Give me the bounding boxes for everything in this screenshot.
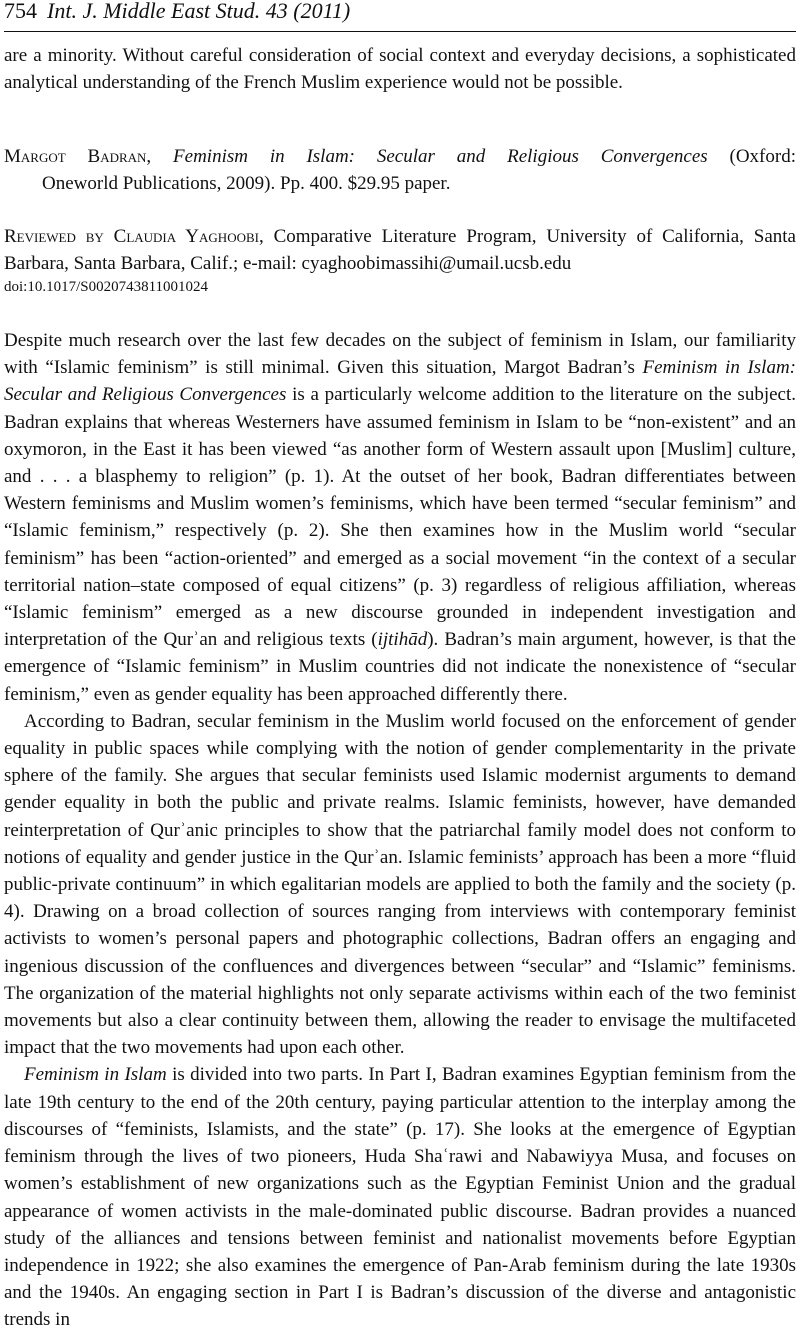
journal-citation: Int. J. Middle East Stud. 43 (2011) (47, 0, 351, 23)
book-title-inline: Feminism in Islam (24, 1064, 167, 1086)
reviewer-affiliation: , Comparative Literature Program, University of California, Santa Barbara, Santa Barbara, Calif.; e-mail: cyaghoobimassihi@umail.ucsb.edu (4, 226, 796, 275)
book-citation: Margot Badran, Feminism in Islam: Secular and Religious Convergences (Oxford: Oneworld Publications, 2009). Pp. 400. $29.95 paper. (4, 143, 796, 197)
reviewer-info (4, 223, 796, 277)
journal-page (4, 0, 796, 1331)
book-title: Feminism in Islam: Secular and Religious Convergences (173, 146, 708, 167)
header-rule (4, 31, 796, 32)
book-title-inline: Feminism in Islam: Secular and Religious Convergences (4, 357, 796, 406)
previous-review-text: are a minority. Without careful consideration of social context and everyday decisions, a sophisticated analytical understanding of the French Muslim experience would not be possible. (4, 45, 796, 94)
book-publication: Oneworld Publications, 2009). Pp. 400. $29.95 paper. (42, 173, 451, 195)
page-number: 754 (4, 0, 37, 23)
body-paragraph-3: Feminism in Islam is divided into two parts. In Part I, Badran examines Egyptian feminism from the late 19th century to the end of the 20th century, paying particular attention to the interplay among the discourses of “feminists, Islamists, and the state” (p. 17). She looks at the emergence of Egyptian feminism through the lives of two pioneers, Huda Shaʿrawi and Nabawiyya Musa, and focuses on women’s establishment of new organizations such as the Egyptian Feminist Union and the gradual appearance of women activists in the male-dominated public discourse. Badran provides a nuanced study of the alliances and tensions between feminist and nationalist movements before Egyptian independence in 1922; she also examines the emergence of Pan-Arab feminism during the late 1930s and the 1940s. An engaging section in Part I is Badran’s discussion of the diverse and antagonistic trends in (4, 1064, 796, 1331)
book-author: Margot Badran (4, 146, 147, 167)
term-ijtihad: ijtihād (377, 629, 428, 651)
previous-review-ending (4, 42, 796, 96)
running-head (4, 0, 350, 24)
body-paragraph-2: According to Badran, secular feminism in the Muslim world focused on the enforcement of gender equality in public spaces while complying with the notion of gender complementarity in the private sphere of the family. She argues that secular feminists used Islamic modernist arguments to demand gender equality in both the public and private realms. Islamic feminists, however, have demanded reinterpretation of Qurʾanic principles to show that the patriarchal family model does not conform to notions of equality and gender justice in the Qurʾan. Islamic feminists’ approach has been a more “fluid public-private continuum” in which egalitarian models are applied to both the family and the society (p. 4). Drawing on a broad collection of sources ranging from interviews with contemporary feminist activists to women’s personal papers and photographic collections, Badran offers an engaging and ingenious discussion of the confluences and divergences between “secular” and “Islamic” feminisms. The organization of the material highlights not only separate activisms within each of the two feminist movements but also a clear continuity between them, allowing the reader to envisage the multifaceted impact that the two movements had upon each other. (4, 710, 796, 1059)
doi: doi:10.1017/S0020743811001024 (4, 279, 209, 295)
reviewer-name: Reviewed by Claudia Yaghoobi (4, 226, 259, 247)
body-paragraph-1: Despite much research over the last few decades on the subject of feminism in Islam, our familiarity with “Islamic feminism” is still minimal. Given this situation, Margot Badran’s Feminism in Islam: Secular and Religious Convergences is a particularly welcome addition to the literature on the subject. Badran explains that whereas Westerners have assumed feminism in Islam to be “non-existent” and an oxymoron, in the East it has been viewed “as another form of Western assault upon [Muslim] culture, and . . . a blasphemy to religion” (p. 1). At the outset of her book, Badran differentiates between Western feminisms and Muslim women’s feminisms, which have been termed “secular feminism” and “Islamic feminism,” respectively (p. 2). She then examines how in the Muslim world “secular feminism” has been “action-oriented” and emerged as a social movement “in the context of a secular territorial nation–state composed of equal citizens” (p. 3) regardless of religious affiliation, whereas “Islamic feminism” emerged as a new discourse grounded in independent investigation and interpretation of the Qurʾan and religious texts (ijtihād). Badran’s main argument, however, is that the emergence of “Islamic feminism” in Muslim countries did not indicate the nonexistence of “secular feminism,” even as gender equality has been approached differently there. (4, 330, 796, 705)
review-body (4, 327, 796, 1334)
